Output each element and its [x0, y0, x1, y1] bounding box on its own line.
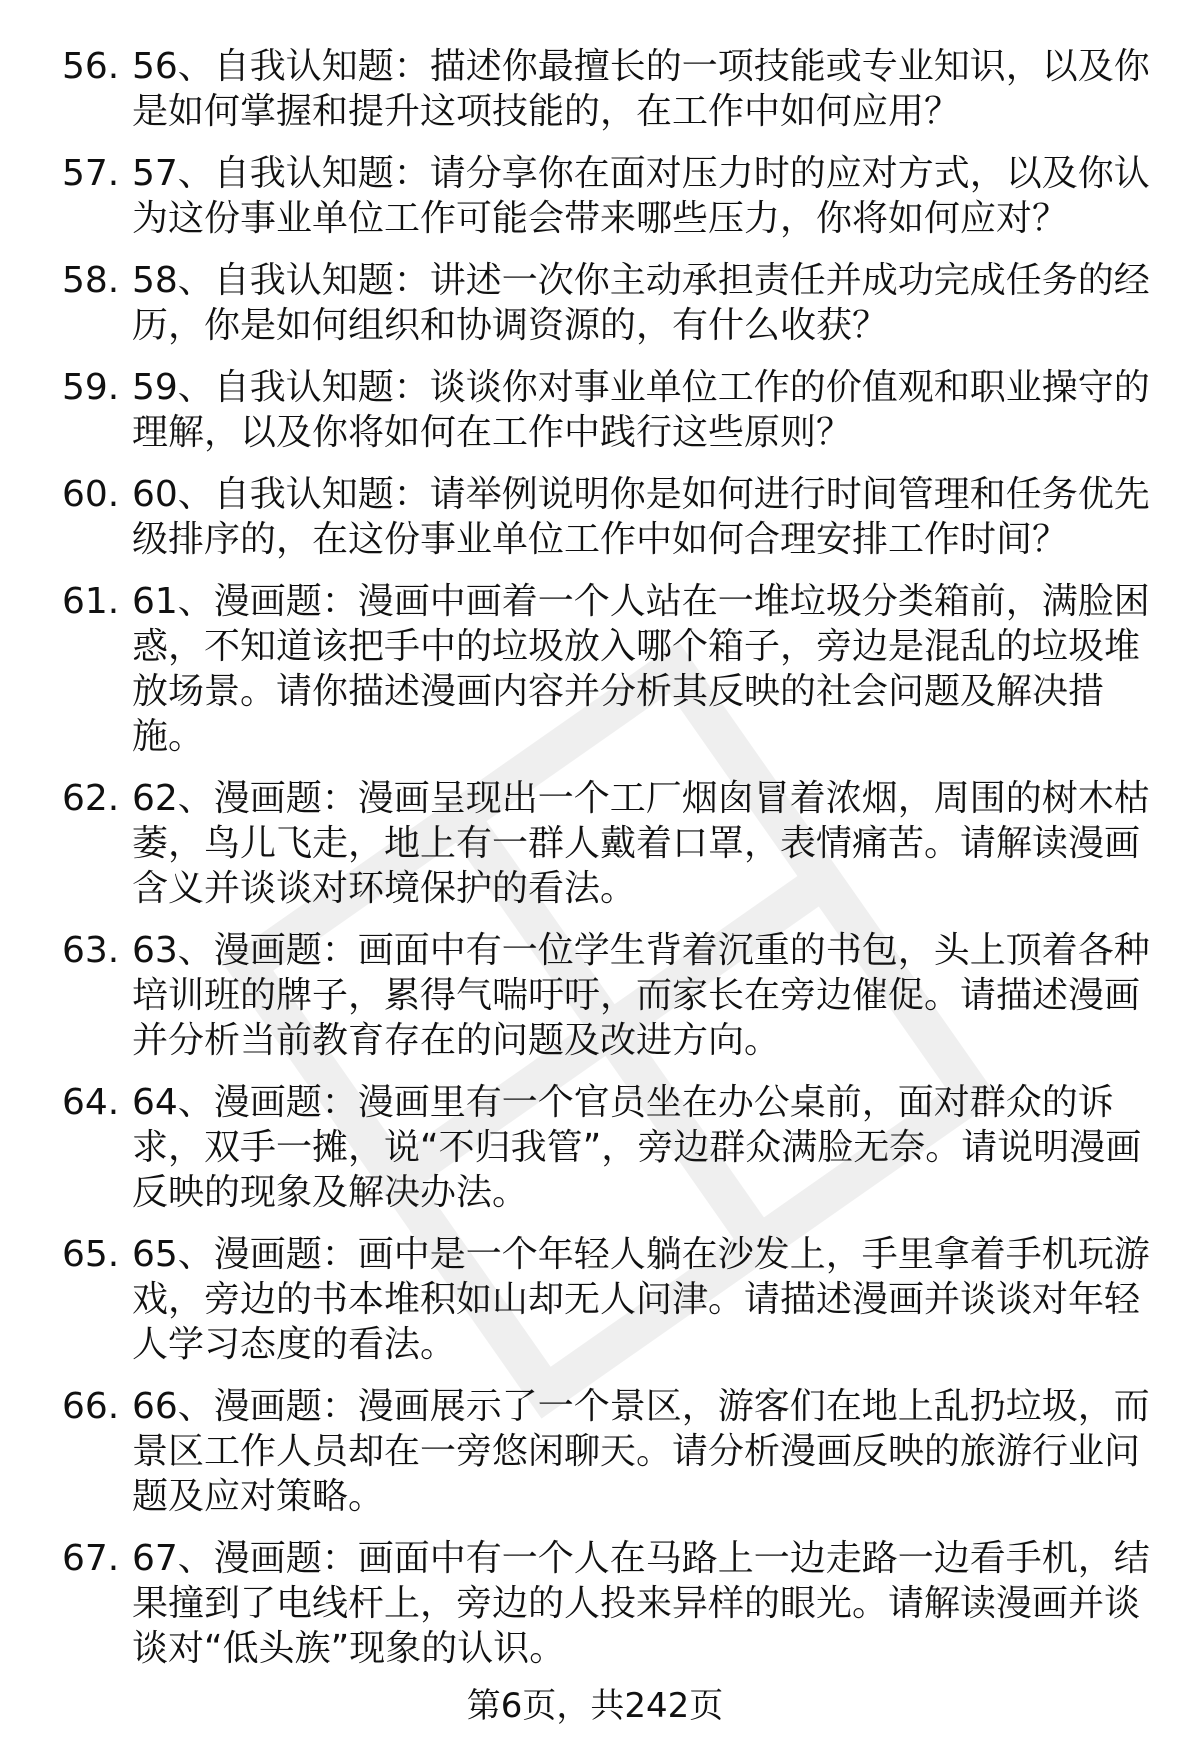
question-item-65 — [62, 1232, 1152, 1367]
question-item-61 — [62, 579, 1152, 759]
item-number: 62. — [62, 778, 120, 819]
item-number: 63. — [62, 930, 120, 971]
question-list — [62, 44, 1152, 1671]
item-text: 66、漫画题：漫画展示了一个景区，游客们在地上乱扔垃圾，而景区工作人员却在一旁悠闲聊天。请分析漫画反映的旅游行业问题及应对策略。 — [132, 1386, 1150, 1517]
question-item-57 — [62, 151, 1152, 241]
item-number: 59. — [62, 367, 120, 408]
item-number: 57. — [62, 153, 120, 194]
item-number: 66. — [62, 1386, 120, 1427]
item-number: 65. — [62, 1234, 120, 1275]
item-text: 61、漫画题：漫画中画着一个人站在一堆垃圾分类箱前，满脸困惑，不知道该把手中的垃圾放入哪个箱子，旁边是混乱的垃圾堆放场景。请你描述漫画内容并分析其反映的社会问题及解决措施。 — [132, 581, 1150, 757]
item-number: 60. — [62, 474, 120, 515]
item-number: 67. — [62, 1538, 120, 1579]
question-item-58 — [62, 258, 1152, 348]
question-item-60 — [62, 472, 1152, 562]
item-text: 62、漫画题：漫画呈现出一个工厂烟囱冒着浓烟，周围的树木枯萎，鸟儿飞走，地上有一群人戴着口罩，表情痛苦。请解读漫画含义并谈谈对环境保护的看法。 — [132, 778, 1150, 909]
question-item-64 — [62, 1080, 1152, 1215]
item-text: 58、自我认知题：讲述一次你主动承担责任并成功完成任务的经历，你是如何组织和协调资源的，有什么收获？ — [132, 260, 1150, 346]
item-text: 59、自我认知题：谈谈你对事业单位工作的价值观和职业操守的理解，以及你将如何在工作中践行这些原则？ — [132, 367, 1150, 453]
item-text: 63、漫画题：画面中有一位学生背着沉重的书包，头上顶着各种培训班的牌子，累得气喘吁吁，而家长在旁边催促。请描述漫画并分析当前教育存在的问题及改进方向。 — [132, 930, 1150, 1061]
item-number: 61. — [62, 581, 120, 622]
item-text: 65、漫画题：画中是一个年轻人躺在沙发上，手里拿着手机玩游戏，旁边的书本堆积如山却无人问津。请描述漫画并谈谈对年轻人学习态度的看法。 — [132, 1234, 1150, 1365]
question-item-59 — [62, 365, 1152, 455]
question-item-56 — [62, 44, 1152, 134]
item-text: 67、漫画题：画面中有一个人在马路上一边走路一边看手机，结果撞到了电线杆上，旁边的人投来异样的眼光。请解读漫画并谈谈对“低头族”现象的认识。 — [132, 1538, 1150, 1669]
item-number: 56. — [62, 46, 120, 87]
item-text: 56、自我认知题：描述你最擅长的一项技能或专业知识，以及你是如何掌握和提升这项技能的，在工作中如何应用？ — [132, 46, 1150, 132]
page-footer: 第6页，共242页 — [466, 1686, 724, 1726]
question-item-66 — [62, 1384, 1152, 1519]
question-item-67 — [62, 1536, 1152, 1671]
item-text: 60、自我认知题：请举例说明你是如何进行时间管理和任务优先级排序的，在这份事业单位工作中如何合理安排工作时间？ — [132, 474, 1150, 560]
item-text: 64、漫画题：漫画里有一个官员坐在办公桌前，面对群众的诉求，双手一摊，说“不归我管”，旁边群众满脸无奈。请说明漫画反映的现象及解决办法。 — [132, 1082, 1142, 1213]
item-number: 58. — [62, 260, 120, 301]
question-item-62 — [62, 776, 1152, 911]
item-text: 57、自我认知题：请分享你在面对压力时的应对方式，以及你认为这份事业单位工作可能会带来哪些压力，你将如何应对？ — [132, 153, 1150, 239]
question-item-63 — [62, 928, 1152, 1063]
item-number: 64. — [62, 1082, 120, 1123]
